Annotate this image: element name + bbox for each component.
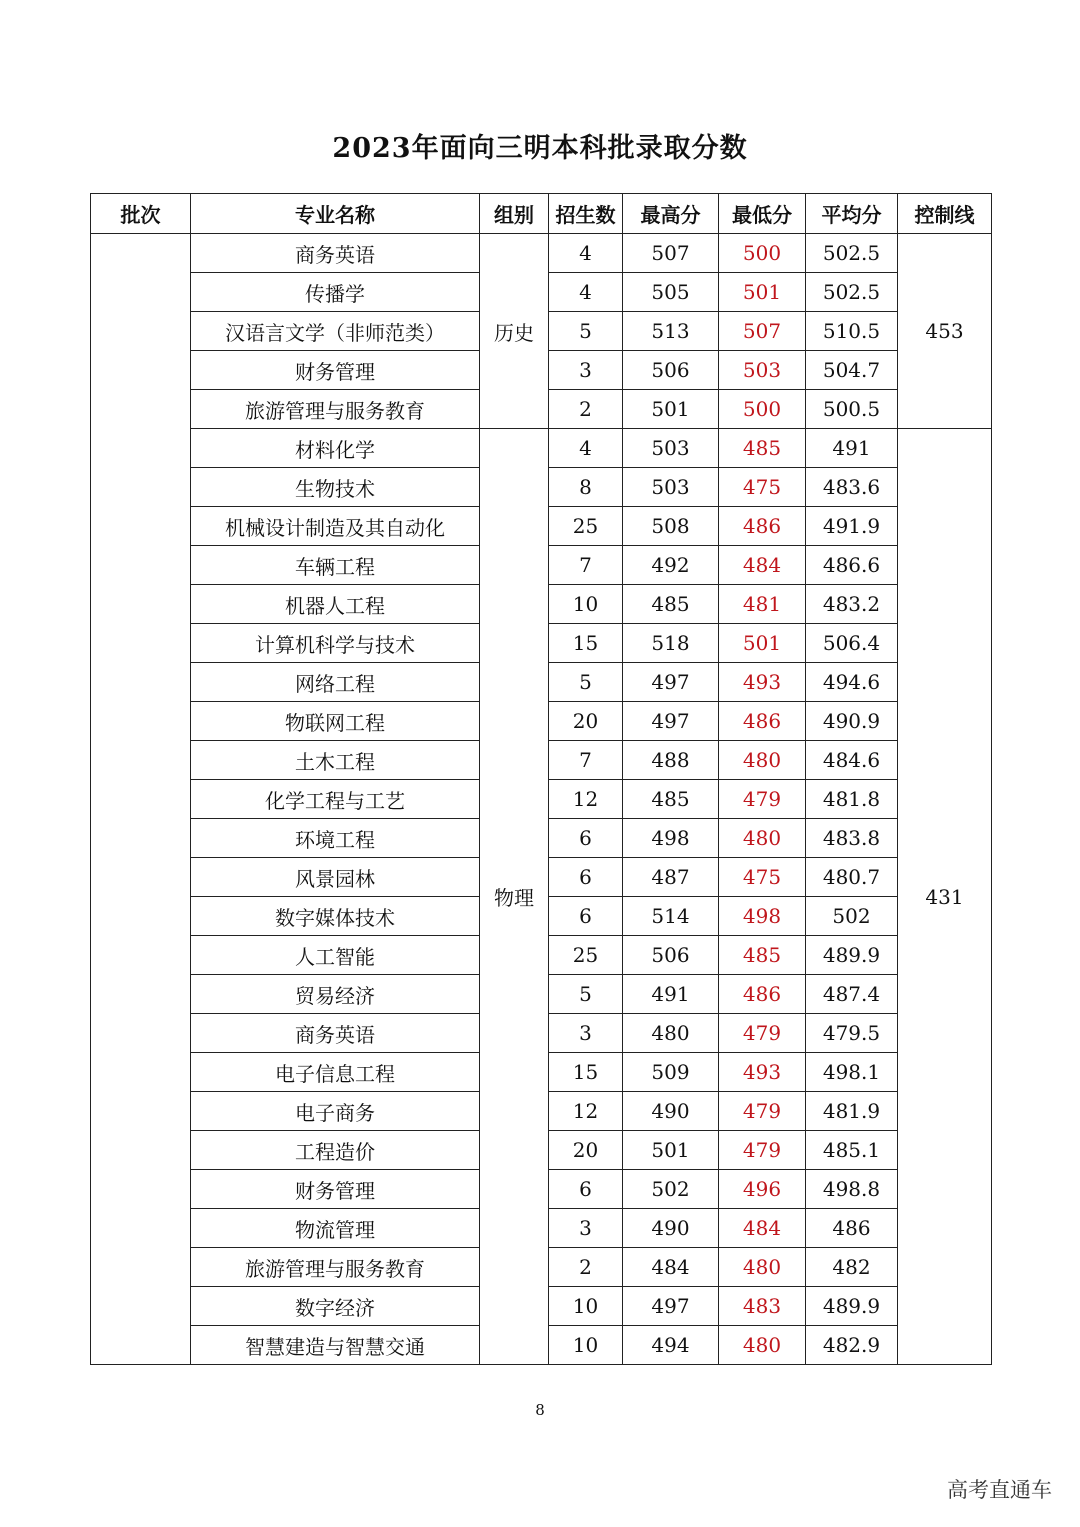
major-name-cell: 贸易经济 — [191, 975, 480, 1014]
major-name-cell: 财务管理 — [191, 351, 480, 390]
enroll-count-cell: 4 — [549, 429, 623, 468]
min-score-cell: 479 — [719, 1131, 806, 1170]
avg-score-cell: 481.9 — [806, 1092, 898, 1131]
major-name-cell: 智慧建造与智慧交通 — [191, 1326, 480, 1365]
enroll-count-cell: 10 — [549, 1326, 623, 1365]
enroll-count-cell: 3 — [549, 1209, 623, 1248]
max-score-cell: 518 — [623, 624, 719, 663]
major-name-cell: 机器人工程 — [191, 585, 480, 624]
max-score-cell: 507 — [623, 234, 719, 273]
min-score-cell: 496 — [719, 1170, 806, 1209]
min-score-cell: 500 — [719, 390, 806, 429]
enroll-count-cell: 20 — [549, 702, 623, 741]
max-score-cell: 509 — [623, 1053, 719, 1092]
avg-score-cell: 481.8 — [806, 780, 898, 819]
max-score-cell: 484 — [623, 1248, 719, 1287]
avg-score-cell: 510.5 — [806, 312, 898, 351]
header-min: 最低分 — [719, 194, 806, 234]
header-max: 最高分 — [623, 194, 719, 234]
header-major: 专业名称 — [191, 194, 480, 234]
page-title: 2023年面向三明本科批录取分数 — [332, 133, 748, 164]
max-score-cell: 485 — [623, 585, 719, 624]
max-score-cell: 490 — [623, 1209, 719, 1248]
max-score-cell: 490 — [623, 1092, 719, 1131]
enroll-count-cell: 5 — [549, 663, 623, 702]
max-score-cell: 498 — [623, 819, 719, 858]
group-cell: 历史 — [480, 234, 549, 429]
major-name-cell: 人工智能 — [191, 936, 480, 975]
enroll-count-cell: 4 — [549, 273, 623, 312]
max-score-cell: 506 — [623, 936, 719, 975]
avg-score-cell: 484.6 — [806, 741, 898, 780]
major-name-cell: 汉语言文学（非师范类） — [191, 312, 480, 351]
avg-score-cell: 504.7 — [806, 351, 898, 390]
max-score-cell: 501 — [623, 1131, 719, 1170]
avg-score-cell: 491.9 — [806, 507, 898, 546]
major-name-cell: 电子商务 — [191, 1092, 480, 1131]
control-line-cell: 453 — [898, 234, 992, 429]
max-score-cell: 492 — [623, 546, 719, 585]
min-score-cell: 484 — [719, 546, 806, 585]
major-name-cell: 传播学 — [191, 273, 480, 312]
enroll-count-cell: 6 — [549, 1170, 623, 1209]
min-score-cell: 501 — [719, 624, 806, 663]
max-score-cell: 487 — [623, 858, 719, 897]
min-score-cell: 501 — [719, 273, 806, 312]
min-score-cell: 480 — [719, 1326, 806, 1365]
header-batch: 批次 — [91, 194, 191, 234]
avg-score-cell: 502.5 — [806, 273, 898, 312]
min-score-cell: 475 — [719, 468, 806, 507]
enroll-count-cell: 6 — [549, 819, 623, 858]
max-score-cell: 514 — [623, 897, 719, 936]
major-name-cell: 商务英语 — [191, 234, 480, 273]
header-group: 组别 — [480, 194, 549, 234]
max-score-cell: 491 — [623, 975, 719, 1014]
max-score-cell: 485 — [623, 780, 719, 819]
major-name-cell: 物联网工程 — [191, 702, 480, 741]
enroll-count-cell: 15 — [549, 1053, 623, 1092]
major-name-cell: 数字经济 — [191, 1287, 480, 1326]
min-score-cell: 498 — [719, 897, 806, 936]
enroll-count-cell: 25 — [549, 507, 623, 546]
enroll-count-cell: 20 — [549, 1131, 623, 1170]
major-name-cell: 财务管理 — [191, 1170, 480, 1209]
enroll-count-cell: 25 — [549, 936, 623, 975]
min-score-cell: 484 — [719, 1209, 806, 1248]
avg-score-cell: 485.1 — [806, 1131, 898, 1170]
header-avg: 平均分 — [806, 194, 898, 234]
avg-score-cell: 498.1 — [806, 1053, 898, 1092]
avg-score-cell: 490.9 — [806, 702, 898, 741]
min-score-cell: 486 — [719, 702, 806, 741]
enroll-count-cell: 6 — [549, 897, 623, 936]
min-score-cell: 486 — [719, 507, 806, 546]
enroll-count-cell: 6 — [549, 858, 623, 897]
enroll-count-cell: 10 — [549, 585, 623, 624]
min-score-cell: 503 — [719, 351, 806, 390]
major-name-cell: 旅游管理与服务教育 — [191, 1248, 480, 1287]
enroll-count-cell: 8 — [549, 468, 623, 507]
table-row — [91, 429, 992, 468]
min-score-cell: 480 — [719, 1248, 806, 1287]
major-name-cell: 物流管理 — [191, 1209, 480, 1248]
min-score-cell: 479 — [719, 780, 806, 819]
major-name-cell: 电子信息工程 — [191, 1053, 480, 1092]
avg-score-cell: 489.9 — [806, 936, 898, 975]
avg-score-cell: 483.2 — [806, 585, 898, 624]
max-score-cell: 505 — [623, 273, 719, 312]
enroll-count-cell: 15 — [549, 624, 623, 663]
enroll-count-cell: 3 — [549, 351, 623, 390]
avg-score-cell: 482.9 — [806, 1326, 898, 1365]
enroll-count-cell: 4 — [549, 234, 623, 273]
avg-score-cell: 500.5 — [806, 390, 898, 429]
major-name-cell: 商务英语 — [191, 1014, 480, 1053]
enroll-count-cell: 5 — [549, 975, 623, 1014]
avg-score-cell: 491 — [806, 429, 898, 468]
major-name-cell: 材料化学 — [191, 429, 480, 468]
major-name-cell: 旅游管理与服务教育 — [191, 390, 480, 429]
max-score-cell: 503 — [623, 468, 719, 507]
min-score-cell: 485 — [719, 429, 806, 468]
max-score-cell: 494 — [623, 1326, 719, 1365]
avg-score-cell: 482 — [806, 1248, 898, 1287]
enroll-count-cell: 10 — [549, 1287, 623, 1326]
enroll-count-cell: 7 — [549, 741, 623, 780]
min-score-cell: 493 — [719, 1053, 806, 1092]
avg-score-cell: 494.6 — [806, 663, 898, 702]
major-name-cell: 机械设计制造及其自动化 — [191, 507, 480, 546]
admission-scores-table — [90, 193, 992, 1365]
enroll-count-cell: 2 — [549, 390, 623, 429]
avg-score-cell: 483.6 — [806, 468, 898, 507]
watermark-text: 高考直通车 — [947, 1478, 1052, 1502]
major-name-cell: 土木工程 — [191, 741, 480, 780]
major-name-cell: 车辆工程 — [191, 546, 480, 585]
avg-score-cell: 502 — [806, 897, 898, 936]
header-row — [91, 194, 992, 234]
min-score-cell: 479 — [719, 1092, 806, 1131]
header-control-line: 控制线 — [898, 194, 992, 234]
min-score-cell: 480 — [719, 819, 806, 858]
enroll-count-cell: 3 — [549, 1014, 623, 1053]
enroll-count-cell: 2 — [549, 1248, 623, 1287]
min-score-cell: 480 — [719, 741, 806, 780]
max-score-cell: 513 — [623, 312, 719, 351]
major-name-cell: 网络工程 — [191, 663, 480, 702]
major-name-cell: 生物技术 — [191, 468, 480, 507]
min-score-cell: 475 — [719, 858, 806, 897]
major-name-cell: 工程造价 — [191, 1131, 480, 1170]
major-name-cell: 计算机科学与技术 — [191, 624, 480, 663]
max-score-cell: 502 — [623, 1170, 719, 1209]
enroll-count-cell: 12 — [549, 1092, 623, 1131]
max-score-cell: 501 — [623, 390, 719, 429]
min-score-cell: 481 — [719, 585, 806, 624]
min-score-cell: 486 — [719, 975, 806, 1014]
min-score-cell: 493 — [719, 663, 806, 702]
page-number: 8 — [535, 1401, 545, 1419]
min-score-cell: 500 — [719, 234, 806, 273]
max-score-cell: 497 — [623, 702, 719, 741]
avg-score-cell: 489.9 — [806, 1287, 898, 1326]
min-score-cell: 485 — [719, 936, 806, 975]
min-score-cell: 483 — [719, 1287, 806, 1326]
avg-score-cell: 498.8 — [806, 1170, 898, 1209]
max-score-cell: 488 — [623, 741, 719, 780]
avg-score-cell: 487.4 — [806, 975, 898, 1014]
max-score-cell: 503 — [623, 429, 719, 468]
avg-score-cell: 479.5 — [806, 1014, 898, 1053]
enroll-count-cell: 5 — [549, 312, 623, 351]
max-score-cell: 506 — [623, 351, 719, 390]
major-name-cell: 环境工程 — [191, 819, 480, 858]
enroll-count-cell: 12 — [549, 780, 623, 819]
max-score-cell: 480 — [623, 1014, 719, 1053]
max-score-cell: 497 — [623, 663, 719, 702]
min-score-cell: 479 — [719, 1014, 806, 1053]
avg-score-cell: 486 — [806, 1209, 898, 1248]
control-line-cell: 431 — [898, 429, 992, 1365]
major-name-cell: 数字媒体技术 — [191, 897, 480, 936]
header-count: 招生数 — [549, 194, 623, 234]
max-score-cell: 508 — [623, 507, 719, 546]
avg-score-cell: 502.5 — [806, 234, 898, 273]
avg-score-cell: 483.8 — [806, 819, 898, 858]
min-score-cell: 507 — [719, 312, 806, 351]
enroll-count-cell: 7 — [549, 546, 623, 585]
major-name-cell: 化学工程与工艺 — [191, 780, 480, 819]
max-score-cell: 497 — [623, 1287, 719, 1326]
avg-score-cell: 486.6 — [806, 546, 898, 585]
batch-cell — [91, 234, 191, 1365]
avg-score-cell: 506.4 — [806, 624, 898, 663]
group-cell: 物理 — [480, 429, 549, 1365]
table-row — [91, 234, 992, 273]
major-name-cell: 风景园林 — [191, 858, 480, 897]
avg-score-cell: 480.7 — [806, 858, 898, 897]
